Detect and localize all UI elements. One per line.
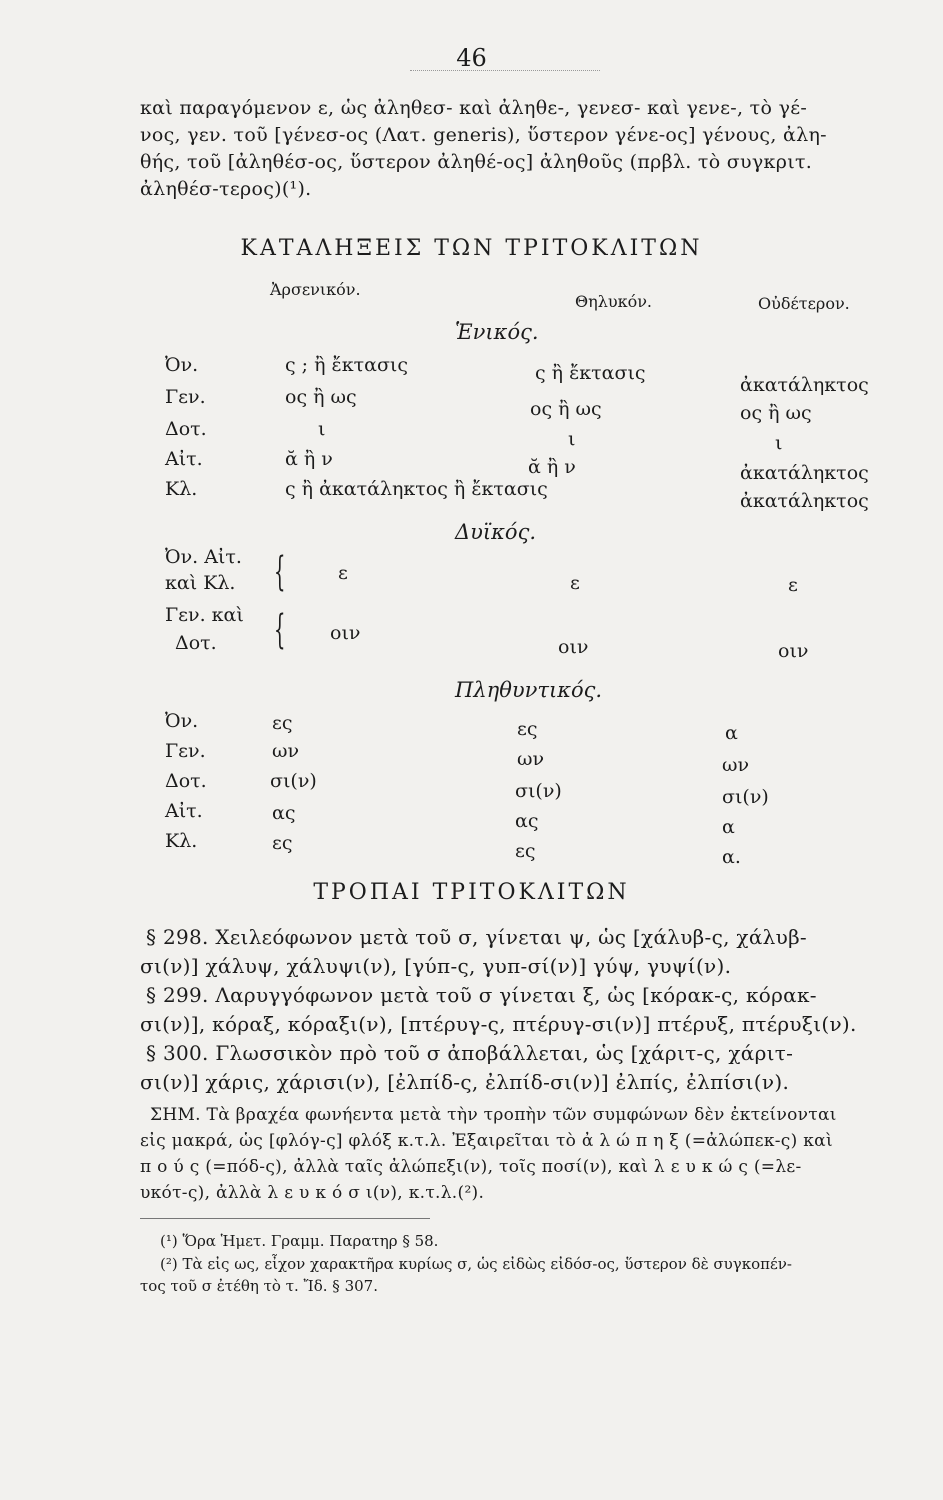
case-label: Αἰτ. (165, 800, 203, 822)
page-number-rule (410, 70, 600, 71)
case-label: Κλ. (165, 478, 198, 500)
dual-label: Δυϊκός. (455, 520, 537, 544)
case-label: Δοτ. (165, 770, 207, 792)
intro-line: θής, τοῦ [ἀληθέσ-ος, ὕστερον ἀληθέ-ος] ἀληθοῦς (πρβλ. τὸ συγκριτ. (140, 151, 813, 173)
ending-feminine: ς ἢ ἔκτασις (535, 362, 646, 384)
ending-masculine: ι (318, 418, 326, 440)
header-feminine: Θηλυκόν. (575, 292, 653, 311)
case-label: Γεν. (165, 386, 206, 408)
ending-masculine-feminine: ς ἢ ἀκατάληκτος ἢ ἔκτασις (285, 478, 548, 500)
ending-neuter: ων (722, 754, 750, 776)
ending-feminine: οιν (558, 636, 589, 658)
ending-neuter: οιν (778, 640, 809, 662)
ending-feminine: ας (515, 810, 539, 832)
ending-masculine: οιν (330, 622, 361, 644)
ending-masculine: ες (272, 832, 293, 854)
header-masculine: Ἀρσενικόν. (270, 280, 361, 299)
case-label: Δοτ. (175, 632, 217, 654)
rule-line: σι(ν)] χάλυψ, χάλυψι(ν), [γύπ-ς, γυπ-σί(ν)] γύψ, γυψί(ν). (140, 954, 732, 978)
note-line: π ο ύ ς (=πόδ-ς), ἀλλὰ ταῖς ἀλώπεξι(ν), τοῖς ποσί(ν), καὶ λ ε υ κ ώ ς (=λε- (140, 1157, 802, 1177)
case-label: Ὀν. (165, 710, 199, 732)
plural-label: Πληθυντικός. (455, 678, 603, 702)
ending-neuter: α (722, 816, 735, 838)
ending-feminine: ᾰ ἢ ν (528, 456, 576, 478)
ending-neuter: α. (722, 846, 741, 868)
ending-feminine: ες (517, 718, 538, 740)
ending-masculine: ε (338, 562, 348, 584)
ending-neuter: ἀκατάληκτος (740, 490, 869, 512)
ending-neuter: ἀκατάληκτος (740, 462, 869, 484)
rule-line: § 299. Λαρυγγόφωνον μετὰ τοῦ σ γίνεται ξ, ὡς [κόρακ-ς, κόρακ- (146, 983, 817, 1007)
case-label: Κλ. (165, 830, 198, 852)
ending-neuter: α (725, 722, 738, 744)
ending-masculine: ς ; ἢ ἔκτασις (285, 354, 409, 376)
brace-icon: { (273, 549, 286, 595)
ending-feminine: ι (568, 428, 576, 450)
table-title: ΚΑΤΑΛΗΞΕΙΣ ΤΩΝ ΤΡΙΤΟΚΛΙΤΩΝ (240, 236, 703, 261)
ending-feminine: σι(ν) (515, 780, 562, 802)
singular-label: Ἑνικός. (455, 320, 539, 344)
footnote: (¹) Ὅρα Ἡμετ. Γραμμ. Παρατηρ § 58. (160, 1232, 439, 1250)
ending-feminine: ων (517, 748, 545, 770)
case-label: Γεν. καὶ (165, 604, 244, 626)
ending-neuter: ε (788, 574, 798, 596)
ending-masculine: ες (272, 712, 293, 734)
ending-feminine: ε (570, 572, 580, 594)
ending-feminine: ος ἢ ως (530, 398, 602, 420)
section-title: ΤΡΟΠΑΙ ΤΡΙΤΟΚΛΙΤΩΝ (313, 880, 630, 905)
case-label: Γεν. (165, 740, 206, 762)
footnote-rule (140, 1218, 430, 1219)
intro-line: ἀληθέσ-τερος)(¹). (140, 178, 312, 200)
ending-neuter: σι(ν) (722, 786, 769, 808)
header-neuter: Οὐδέτερον. (758, 294, 850, 313)
case-label: Αἰτ. (165, 448, 203, 470)
ending-masculine: ας (272, 802, 296, 824)
ending-masculine: σι(ν) (270, 770, 317, 792)
case-label: καὶ Κλ. (165, 572, 236, 594)
rule-line: σι(ν)], κόραξ, κόραξι(ν), [πτέρυγ-ς, πτέρυγ-σι(ν)] πτέρυξ, πτέρυξι(ν). (140, 1012, 857, 1036)
footnote: τος τοῦ σ ἐτέθη τὸ τ. Ἴδ. § 307. (140, 1277, 378, 1295)
ending-masculine: ᾰ ἢ ν (285, 448, 333, 470)
intro-line: νος, γεν. τοῦ [γένεσ-ος (Λατ. generis), ὕστερον γένε-ος] γένους, ἀλη- (140, 124, 827, 146)
footnote: (²) Τὰ εἰς ως, εἶχον χαρακτῆρα κυρίως σ, ὡς εἰδὼς εἰδόσ-ος, ὕστερον δὲ συγκοπέν- (160, 1255, 792, 1273)
note-line: εἰς μακρά, ὡς [φλόγ-ς] φλόξ κ.τ.λ. Ἐξαιρεῖται τὸ ἀ λ ώ π η ξ (=ἀλώπεκ-ς) καὶ (140, 1131, 833, 1151)
page-number: 46 (456, 44, 487, 72)
rule-line: σι(ν)] χάρις, χάρισι(ν), [ἐλπίδ-ς, ἐλπίδ-σι(ν)] ἐλπίς, ἐλπίσι(ν). (140, 1070, 790, 1094)
ending-neuter: ι (775, 432, 783, 454)
rule-line: § 298. Χειλεόφωνον μετὰ τοῦ σ, γίνεται ψ, ὡς [χάλυβ-ς, χάλυβ- (146, 925, 807, 949)
intro-line: καὶ παραγόμενον ε, ὡς ἀληθεσ- καὶ ἀληθε-, γενεσ- καὶ γενε-, τὸ γέ- (140, 97, 808, 119)
case-label: Ὀν. (165, 354, 199, 376)
case-label: Δοτ. (165, 418, 207, 440)
ending-neuter: ἀκατάληκτος (740, 374, 869, 396)
ending-neuter: ος ἢ ως (740, 402, 812, 424)
ending-masculine: ος ἢ ως (285, 386, 357, 408)
ending-feminine: ες (515, 840, 536, 862)
brace-icon: { (273, 607, 286, 653)
note-line: υκότ-ς), ἀλλὰ λ ε υ κ ό σ ι(ν), κ.τ.λ.(²). (140, 1183, 485, 1203)
note-line: ΣΗΜ. Τὰ βραχέα φωνήεντα μετὰ τὴν τροπὴν τῶν συμφώνων δὲν ἐκτείνονται (150, 1105, 837, 1125)
ending-masculine: ων (272, 740, 300, 762)
rule-line: § 300. Γλωσσικὸν πρὸ τοῦ σ ἀποβάλλεται, ὡς [χάριτ-ς, χάριτ- (146, 1041, 794, 1065)
case-label: Ὀν. Αἰτ. (165, 546, 242, 568)
